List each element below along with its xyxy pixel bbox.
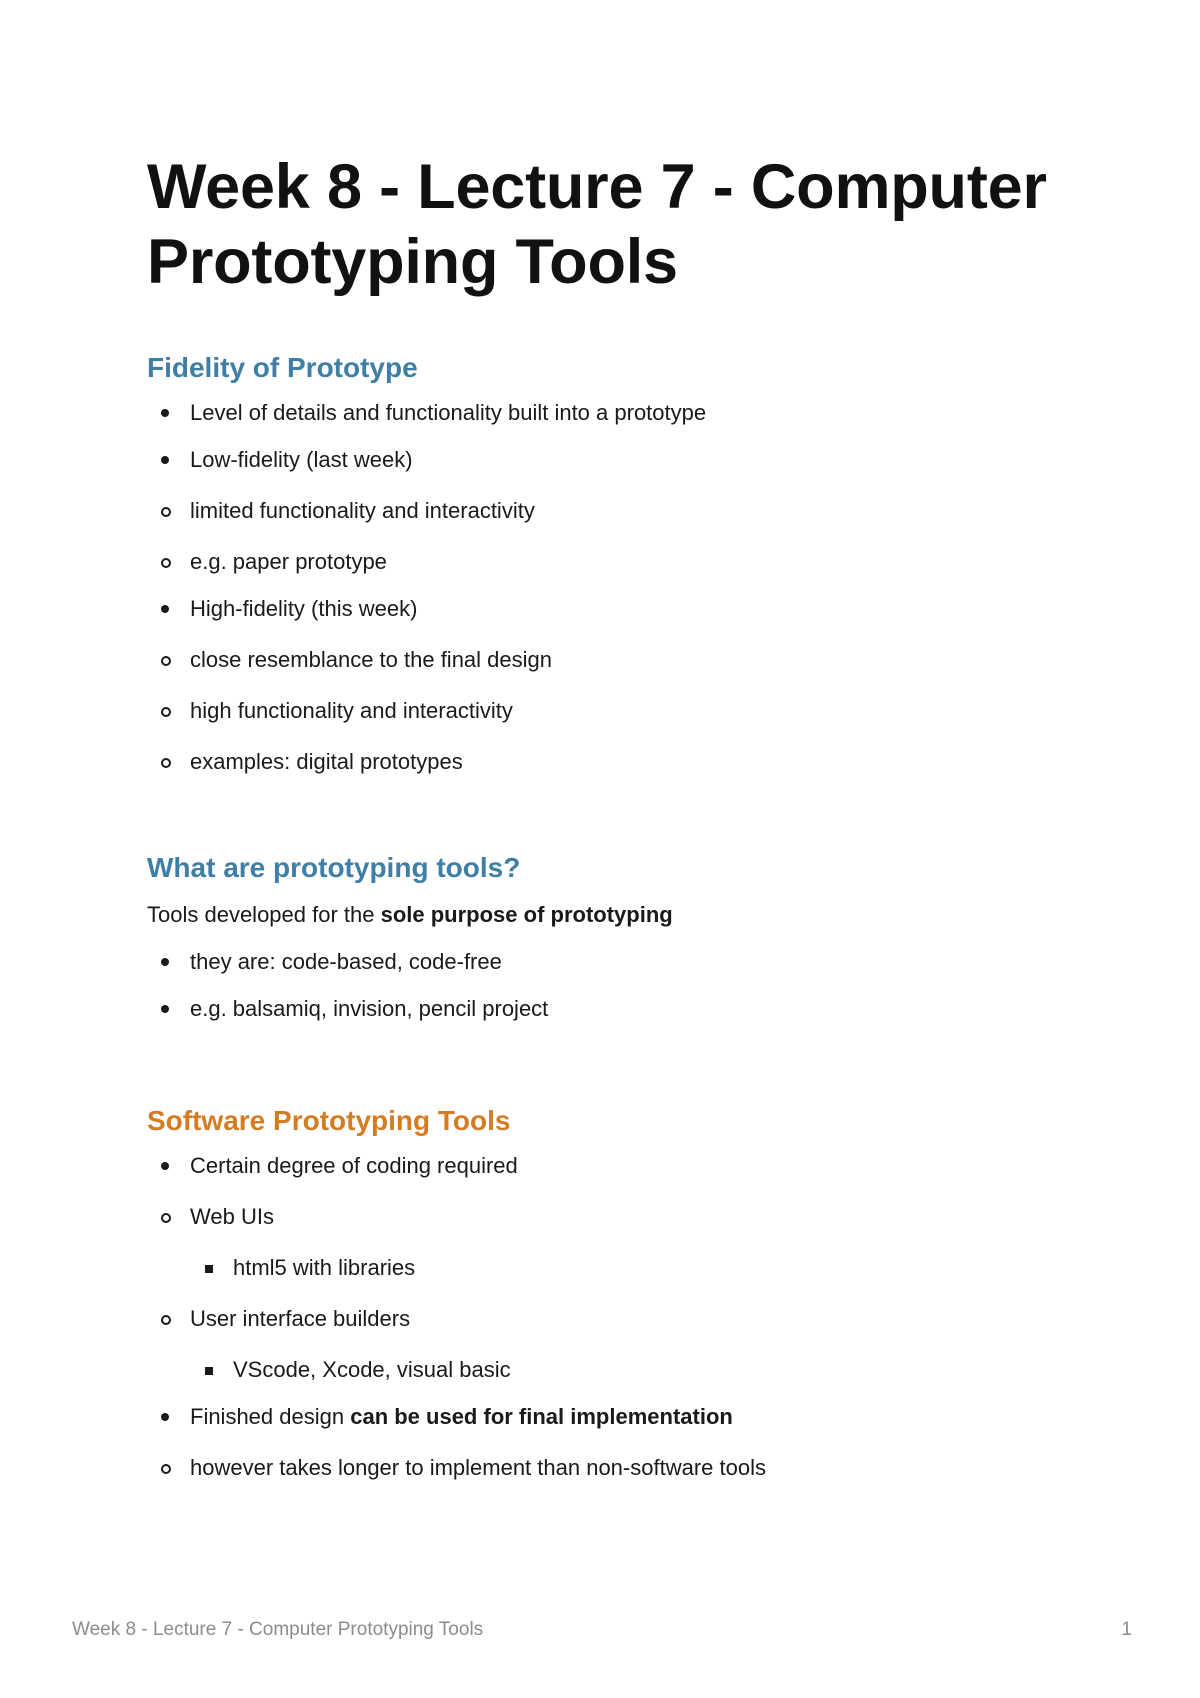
fidelity-list: [147, 398, 1067, 777]
list-item: [147, 1402, 1067, 1432]
list-item: Certain degree of coding required: [147, 1151, 1067, 1181]
item-text: Finished design: [190, 1404, 351, 1429]
section-heading-tools: What are prototyping tools?: [147, 852, 521, 883]
page-title: [147, 150, 1067, 300]
title-line-2: Prototyping Tools: [147, 227, 678, 297]
sub-list-item: User interface builders: [147, 1304, 1067, 1334]
list-item: High-fidelity (this week): [147, 594, 1067, 624]
item-emphasis: can be used for final implementation: [350, 1404, 733, 1429]
sub-list-item: examples: digital prototypes: [147, 747, 1067, 777]
sub-sub-list-item: html5 with libraries: [190, 1253, 1067, 1283]
section-heading-software: Software Prototyping Tools: [147, 1105, 511, 1136]
sub-list-item: e.g. paper prototype: [147, 547, 1067, 577]
list-item: Low-fidelity (last week): [147, 445, 1067, 475]
page-number: 1: [1121, 1619, 1132, 1640]
sub-sub-list-item: VScode, Xcode, visual basic: [190, 1355, 1067, 1385]
title-line-1: Week 8 - Lecture 7 - Computer: [147, 152, 1047, 222]
sub-list-item: however takes longer to implement than non-software tools: [147, 1453, 1067, 1483]
software-list: [147, 1151, 1067, 1483]
footer-title: Week 8 - Lecture 7 - Computer Prototyping Tools: [72, 1619, 484, 1640]
sub-list-item: Web UIs: [147, 1202, 1067, 1232]
sub-list-item: limited functionality and interactivity: [147, 496, 1067, 526]
page-footer: [72, 1619, 1132, 1641]
intro-emphasis: sole purpose of prototyping: [380, 902, 673, 927]
tools-list: [147, 947, 1067, 1024]
sub-list-item: close resemblance to the final design: [147, 645, 1067, 675]
section-intro: [147, 900, 1067, 930]
section-heading-fidelity: Fidelity of Prototype: [147, 352, 418, 383]
list-item: e.g. balsamiq, invision, pencil project: [147, 994, 1067, 1024]
sub-list-item: high functionality and interactivity: [147, 696, 1067, 726]
list-item: they are: code-based, code-free: [147, 947, 1067, 977]
intro-text: Tools developed for the: [147, 902, 381, 927]
document-page: [147, 150, 1067, 1483]
list-item: Level of details and functionality built into a prototype: [147, 398, 1067, 428]
